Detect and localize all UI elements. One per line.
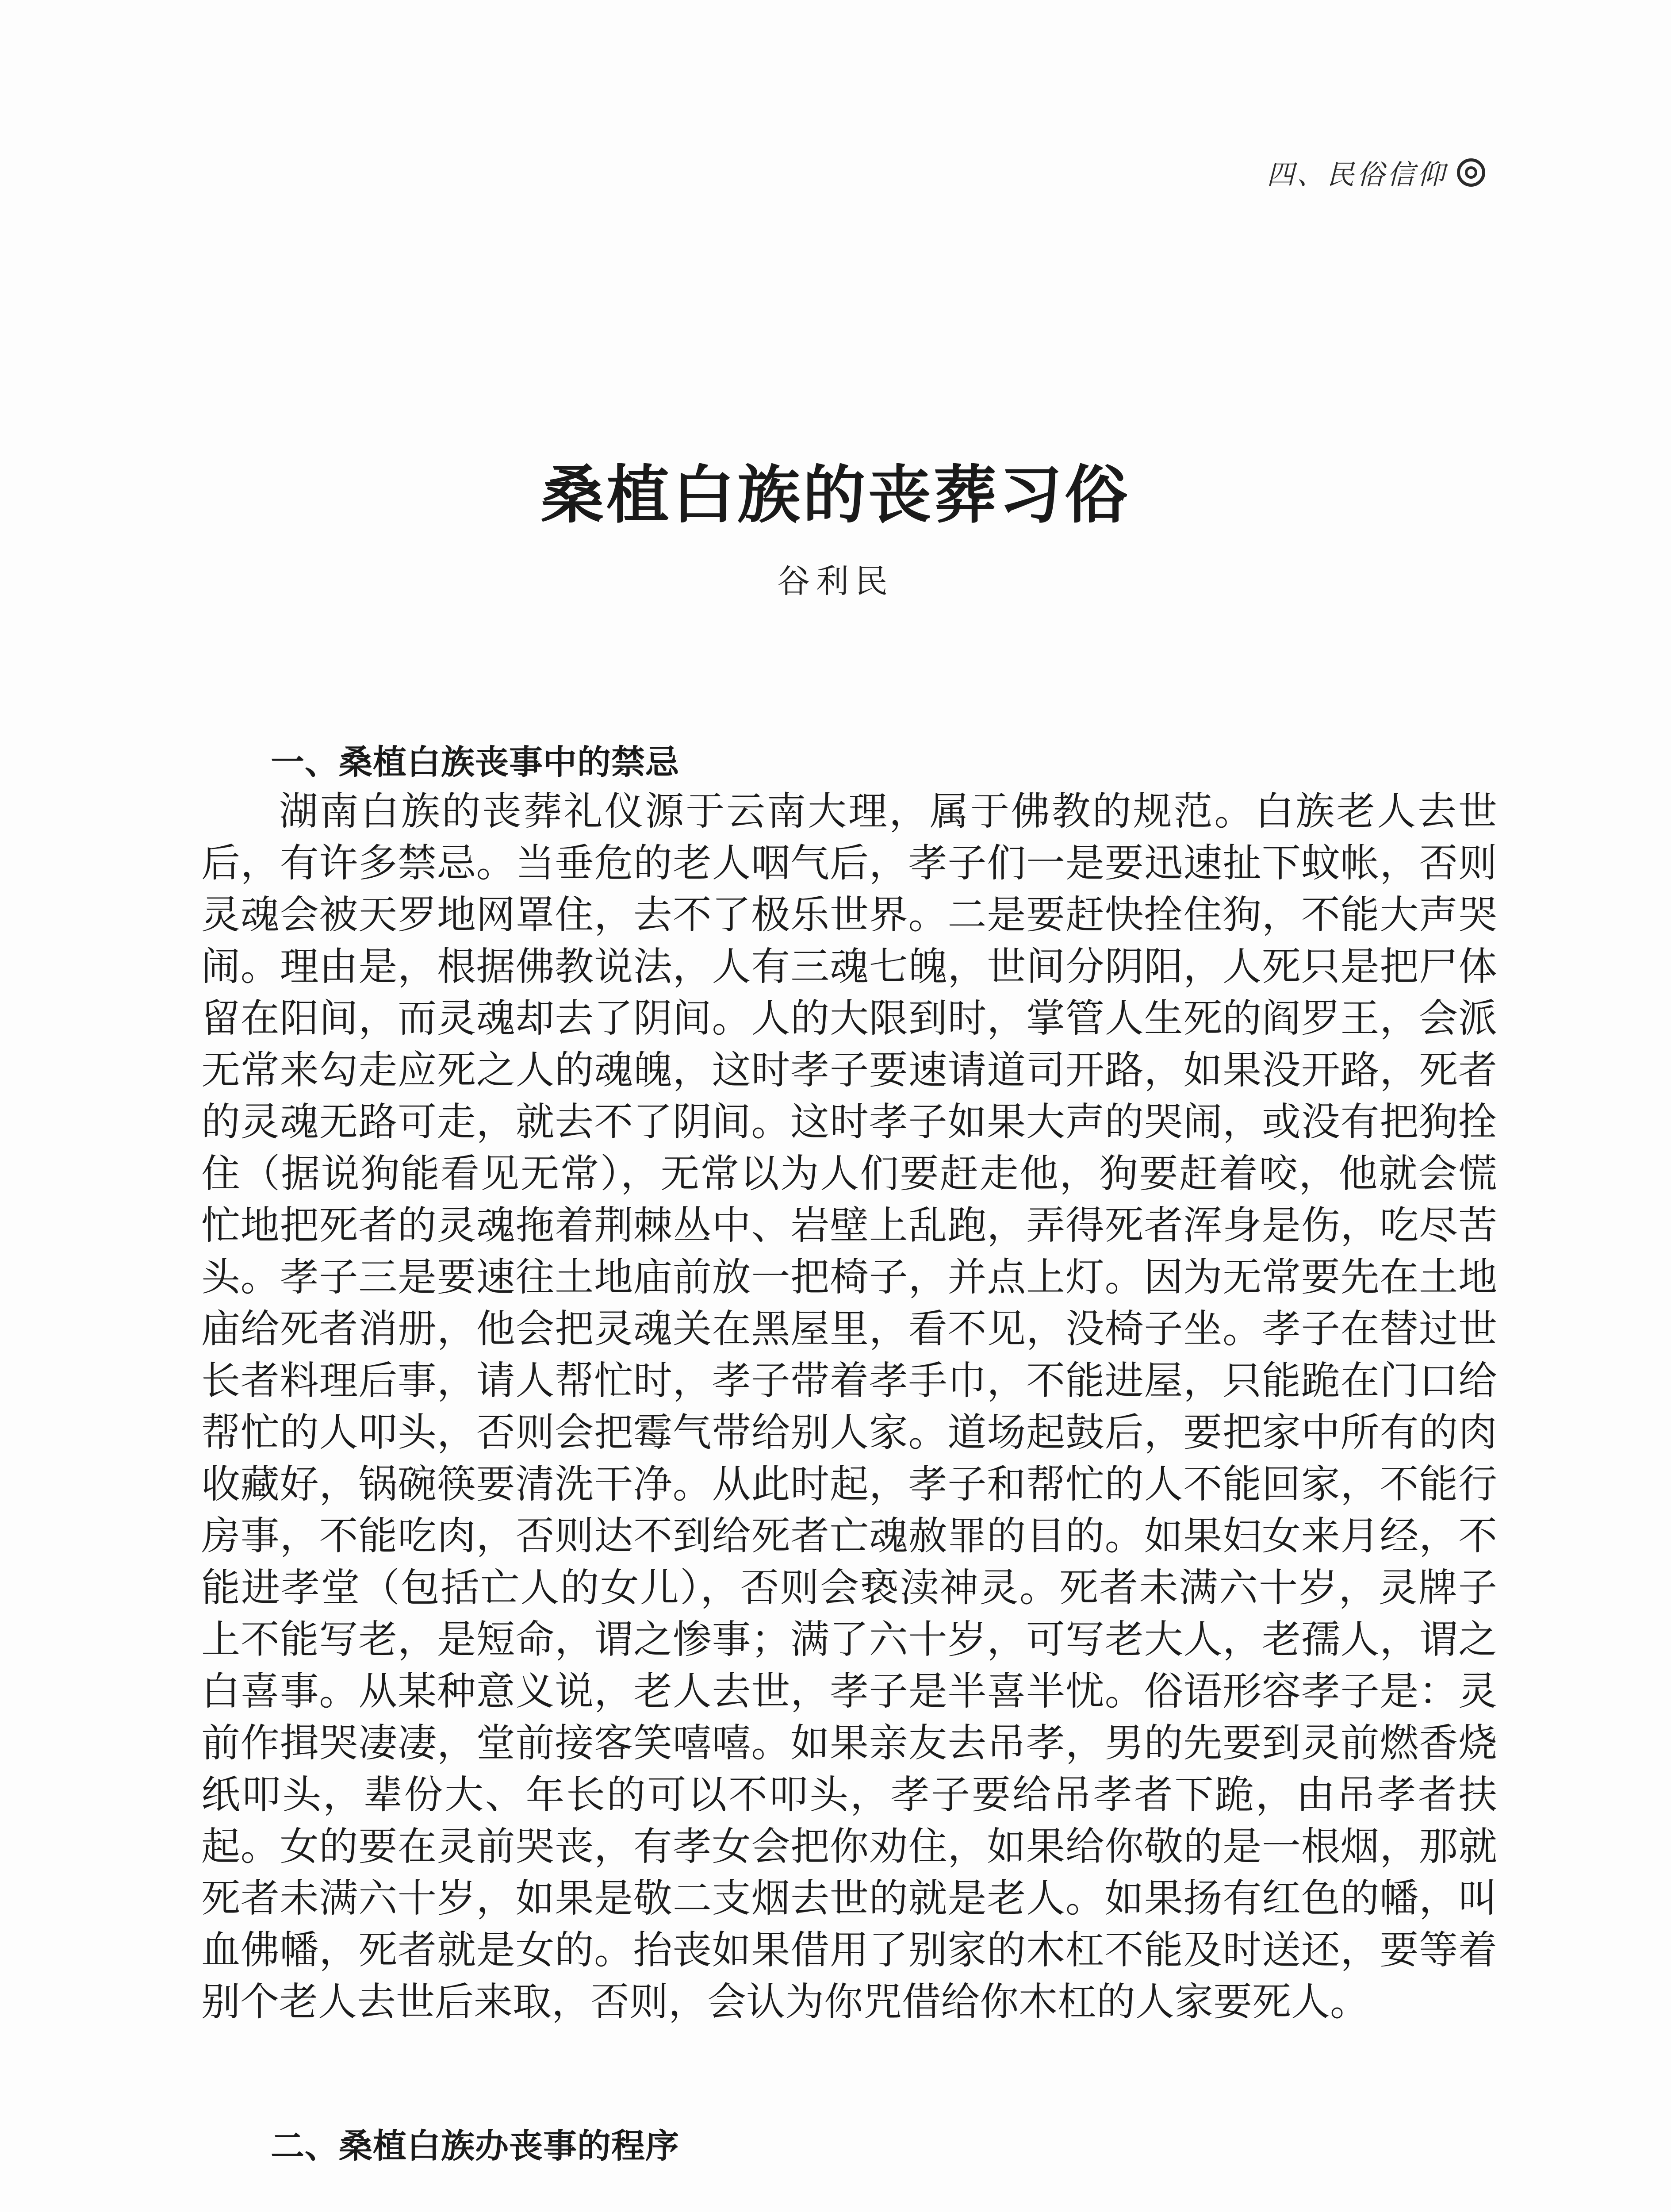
running-head [1267,153,1485,192]
article-author: 谷利民 [777,562,894,600]
section-1-paragraph: 湖南白族的丧葬礼仪源于云南大理，属于佛教的规范。白族老人去世后，有许多禁忌。当垂危的老人咽气后，孝子们一是要迅速扯下蚊帐，否则灵魂会被天罗地网罩住，去不了极乐世界。二是要赶快拴住狗，不能大声哭闹。理由是，根据佛教说法，人有三魂七魄，世间分阴阳，人死只是把尸体留在阳间，而灵魂却去了阴间。人的大限到时，掌管人生死的阎罗王，会派无常来勾走应死之人的魂魄，这时孝子要速请道司开路，如果没开路，死者的灵魂无路可走，就去不了阴间。这时孝子如果大声的哭闹，或没有把狗拴住（据说狗能看见无常），无常以为人们要赶走他，狗要赶着咬，他就会慌忙地把死者的灵魂拖着荆棘丛中、岩壁上乱跑，弄得死者浑身是伤，吃尽苦头。孝子三是要速往土地庙前放一把椅子，并点上灯。因为无常要先在土地庙给死者消册，他会把灵魂关在黑屋里，看不见，没椅子坐。孝子在替过世长者料理后事，请人帮忙时，孝子带着孝手巾，不能进屋，只能跪在门口给帮忙的人叩头，否则会把霉气带给别人家。道场起鼓后，要把家中所有的肉收藏好，锅碗筷要清洗干净。从此时起，孝子和帮忙的人不能回家，不能行房事，不能吃肉，否则达不到给死者亡魂赦罪的目的。如果妇女来月经，不能进孝堂（包括亡人的女儿），否则会亵渎神灵。死者未满六十岁，灵牌子上不能写老，是短命，谓之惨事；满了六十岁，可写老大人，老孺人，谓之白喜事。从某种意义说，老人去世，孝子是半喜半忧。俗语形容孝子是：灵前作揖哭凄凄，堂前接客笑嘻嘻。如果亲友去吊孝，男的先要到灵前燃香烧纸叩头，辈份大、年长的可以不叩头，孝子要给吊孝者下跪，由吊孝者扶起。女的要在灵前哭丧，有孝女会把你劝住，如果给你敬的是一根烟，那就死者未满六十岁，如果是敬二支烟去世的就是老人。如果扬有红色的幡，叫血佛幡，死者就是女的。抬丧如果借用了别家的木杠不能及时送还，要等着别个老人去世后来取，否则，会认为你咒借给你木杠的人家要死人。 [201,788,1497,2024]
running-head-text: 四、民俗信仰 [1266,158,1447,191]
section-heading-2: 二、桑植白族办丧事的程序 [271,2126,679,2166]
section-heading-1: 一、桑植白族丧事中的禁忌 [271,742,679,782]
double-circle-icon [1457,158,1485,187]
article-title: 桑植白族的丧葬习俗 [541,459,1130,532]
